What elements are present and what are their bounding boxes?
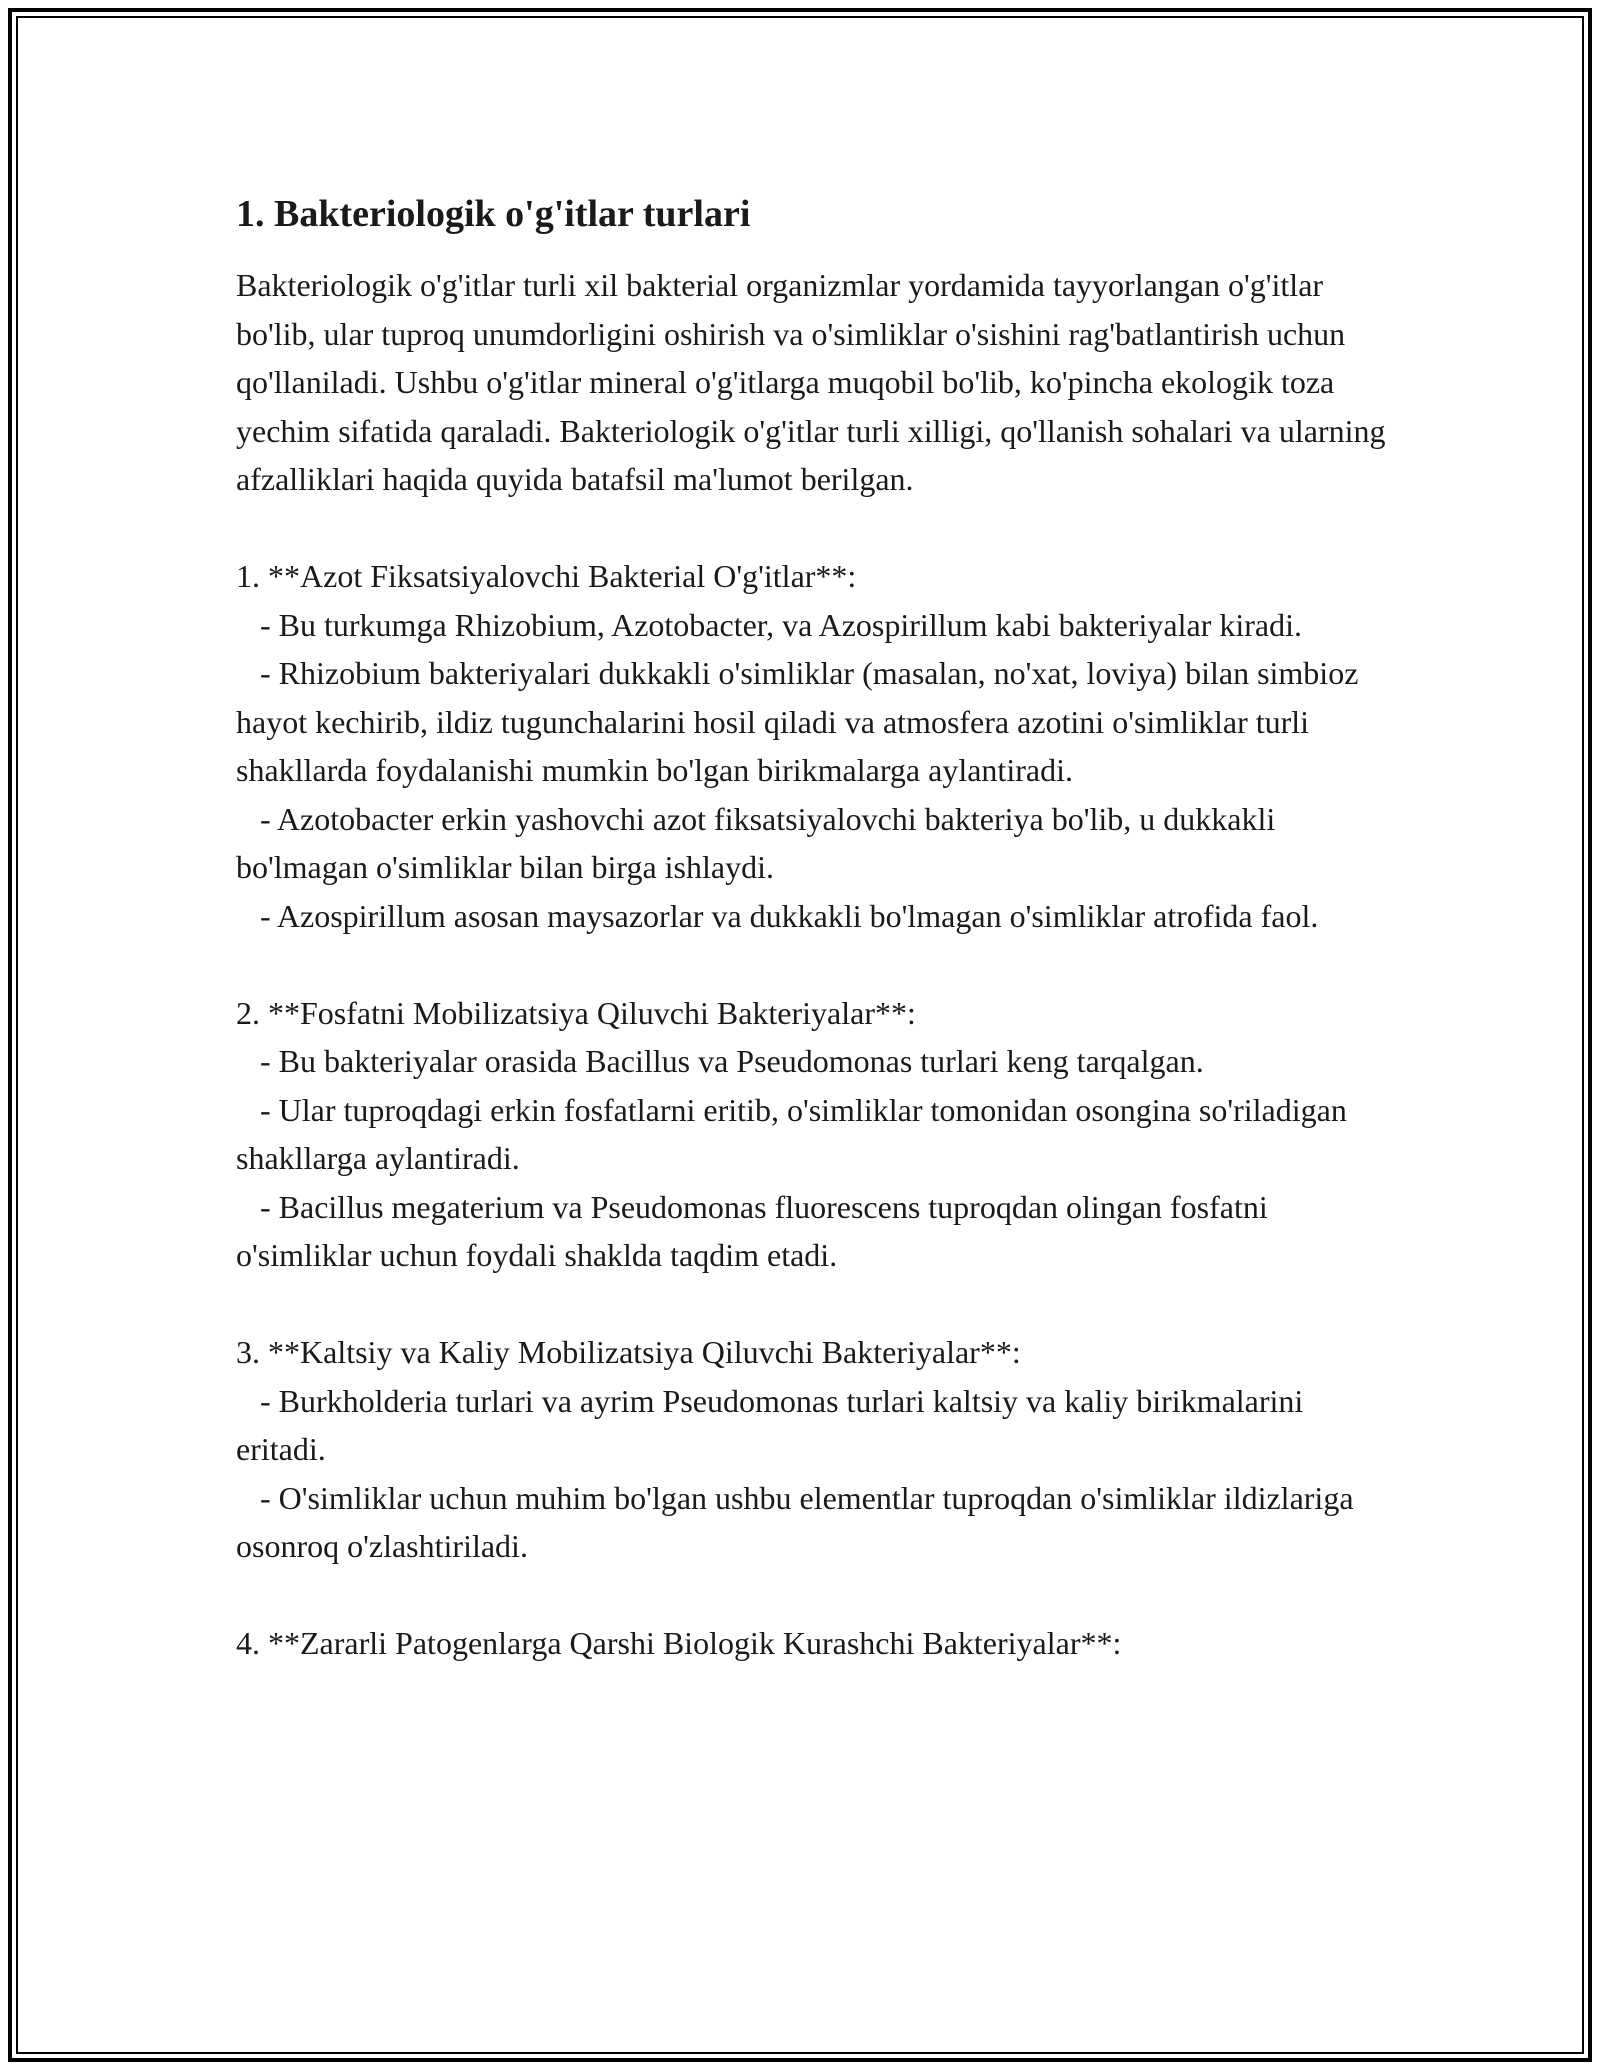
- list-item: - Bacillus megaterium va Pseudomonas fluorescens tuproqdan olingan fosfatni o'simliklar uchun foydali shaklda taqdim etadi.: [236, 1188, 1276, 1273]
- list-item: - Azotobacter erkin yashovchi azot fiksatsiyalovchi bakteriya bo'lib, u dukkakli bo'lmagan o'simliklar bilan birga ishlaydi.: [236, 800, 1284, 885]
- paragraph-gap: [236, 504, 1396, 553]
- paragraph-gap: [236, 1280, 1396, 1329]
- list-item: - Bu bakteriyalar orasida Bacillus va Pseudomonas turlari keng tarqalgan.: [236, 1043, 1204, 1079]
- list-item: - O'simliklar uchun muhim bo'lgan ushbu elementlar tuproqdan o'simliklar ildizlariga osonroq o'zlashtiriladi.: [236, 1479, 1362, 1564]
- intro-paragraph: Bakteriologik o'g'itlar turli xil bakterial organizmlar yordamida tayyorlangan o'g'itlar bo'lib, ular tuproq unumdorligini oshirish va o'simliklar o'sishini rag'batlantirish uchun qo'llaniladi. Ushbu o'g'itlar mineral o'g'itlarga muqobil bo'lib, ko'pincha ekologik toza yechim sifatida qaraladi. Bakteriologik o'g'itlar turli xilligi, qo'llanish sohalari va ularning afzalliklari haqida quyida batafsil ma'lumot berilgan.: [236, 267, 1394, 497]
- section-2: [236, 989, 1396, 1280]
- paragraph-gap: [236, 940, 1396, 989]
- section-title: 3. **Kaltsiy va Kaliy Mobilizatsiya Qiluvchi Bakteriyalar**:: [236, 1334, 1021, 1370]
- section-3: [236, 1328, 1396, 1571]
- section-title: 2. **Fosfatni Mobilizatsiya Qiluvchi Bakteriyalar**:: [236, 994, 916, 1031]
- list-item: - Azospirillum asosan maysazorlar va dukkakli bo'lmagan o'simliklar atrofida faol.: [236, 897, 1319, 934]
- list-item: - Burkholderia turlari va ayrim Pseudomonas turlari kaltsiy va kaliy birikmalarini eritadi.: [236, 1382, 1312, 1467]
- section-4: [236, 1619, 1396, 1668]
- document-heading: 1. Bakteriologik o'g'itlar turlari: [236, 193, 751, 235]
- document-body: [236, 188, 1396, 1668]
- list-item: - Bu turkumga Rhizobium, Azotobacter, va Azospirillum kabi bakteriyalar kiradi.: [236, 606, 1303, 643]
- list-item: - Ular tuproqdagi erkin fosfatlarni eritib, o'simliklar tomonidan osongina so'riladigan shakllarga aylantiradi.: [236, 1091, 1355, 1176]
- paragraph-gap: [236, 1571, 1396, 1620]
- list-item: - Rhizobium bakteriyalari dukkakli o'simliklar (masalan, no'xat, loviya) bilan simbioz hayot kechirib, ildiz tugunchalarini hosil qiladi va atmosfera azotini o'simliklar turli shakllarda foydalanishi mumkin bo'lgan birikmalarga aylantiradi.: [236, 655, 1367, 788]
- section-title: 4. **Zararli Patogenlarga Qarshi Biologik Kurashchi Bakteriyalar**:: [236, 1625, 1122, 1661]
- section-title: 1. **Azot Fiksatsiyalovchi Bakterial O'g'itlar**:: [236, 558, 857, 594]
- section-1: [236, 552, 1396, 940]
